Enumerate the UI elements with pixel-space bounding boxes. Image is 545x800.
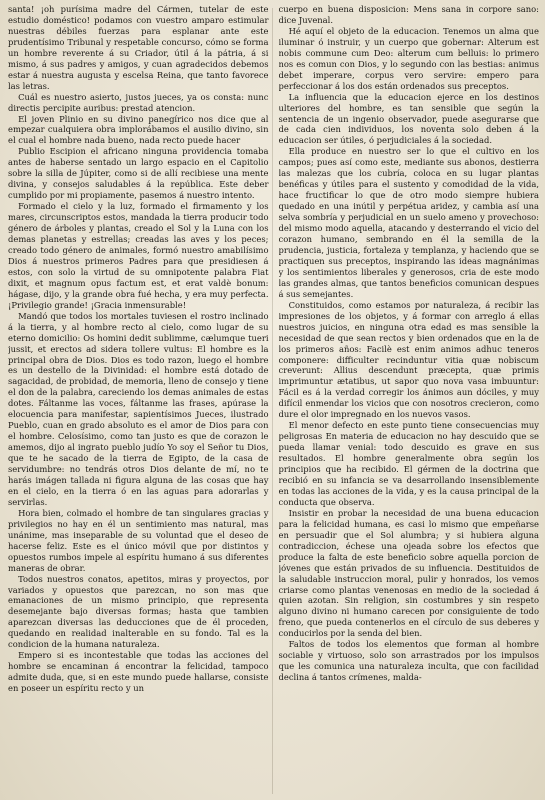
paragraph: El joven Plinio en su divino panegírico nos dice que al empezar cualquiera obra implorábamos el ausilio divino, sin el cual el hombre nada bueno, nada recto puede hacer	[8, 113, 269, 146]
paragraph: Hora bien, colmado el hombre de tan singulares gracias y privilegios no hay en él un sentimiento mas natural, mas unánime, mas inseparable de su voluntad que el deseo de hacerse feliz. Este es el único móvil que por distintos y opuestos rumbos impele al espíritu humano á sus diferentes maneras de obrar.	[8, 507, 269, 573]
paragraph: El menor defecto en este punto tiene consecuencias muy peligrosas En materia de educacion no hay descuido que se pueda llamar venial: todo descuido es grave en sus resultados. El hombre generalmente obra según los principios que ha recibido. El gérmen de la doctrina que recibió en su infancia se va desarrollando insensiblemente en todas las acciones de la vida, y es la causa principal de la conducta que observa.	[278, 420, 539, 507]
paragraph: Insistir en probar la necesidad de una buena educacion para la felicidad humana, es casi lo mismo que empeñarse en persuadir que el Sol alumbra; y si hubiera alguna contradiccion, échese una ojeada sobre los efectos que produce la falta de este beneficio sobre aquella porcion de jóvenes que están privados de su influencia. Destituidos de la saludable instruccion moral, pulir y honrados, los vemos criarse como plantas venenosas en medio de la sociedad á quien azotan. Sin religion, sin costumbres y sin respeto alguno divino ni humano carecen por consiguiente de todo freno, que pueda contenerlos en el círculo de sus deberes y conducirlos por la senda del bien.	[278, 507, 539, 639]
paragraph: Mandó que todos los mortales tuviesen el rostro inclinado á la tierra, y al hombre recto al cielo, como lugar de su eterno domicilio: Os homini dedit sublimme, cælumque tueri jussit, et erectos ad sidera tollere vultus: El hombre es la principal obra de Dios. Dios es todo razon, luego el hombre es un destello de la Divinidad: el hombre está dotado de sagacidad, de probidad, de memoria, lleno de consejo y tiene el don de la palabra, careciendo los demas animales de estas dotes. Fáltanme las voces, fáltanme las frases, apúrase la elocuencia para manifestar, sapientísimos Jueces, ilustrado Pueblo, cuan en grado absoluto es el amor de Dios para con el hombre. Celosísimo, como tan justo es que de corazon le amemos, dijo al ingrato pueblo judío Yo soy el Señor tu Dios, que te he sacado de la tierra de Egipto, de la casa de servidumbre: no tendrás otros Dios delante de mí, no te harás imágen tallada ni figura alguna de las cosas que hay en el cielo, en la tierra ó en las aguas para adorarlas y servirlas.	[8, 310, 269, 507]
paragraph: cuerpo en buena disposicion: Mens sana in corpore sano: dice Juvenal.	[278, 4, 539, 25]
paragraph: Empero si es incontestable que todas las acciones del hombre se encaminan á encontrar la felicidad, tampoco admite duda, que, si en este mundo puede hallarse, consiste en poseer un espíritu recto y un	[8, 650, 269, 694]
paragraph: Ella produce en nuestro ser lo que el cultivo en los campos; pues así como este, mediante sus abonos, destierra las malezas que los cubría, coloca en su lugar plantas benéficas y útiles para el sustento y comodidad de la vida, hace fructificar lo que de otro modo siempre hubiera quedado en una inútil y perpétua aridez, y cambia así una selva sombría y perjudicial en un suelo ameno y provechoso: del mismo modo aquella, atacando y desterrando el vicio del corazon humano, sembrando en él la semilla de la prudencia, justicia, fortaleza y templanza, y haciendo que se practiquen sus preceptos, inspirando las ideas magnánimas y los sentimientos liberales y generosos, cria de este modo las grandes almas, que tantos beneficios comunican despues á sus semejantes.	[278, 146, 539, 299]
paragraph: La influencia que la educacion ejerce en los destinos ulteriores del hombre, es tan sensible que según la sentencia de un ingenio observador, puede asegurarse que de cada cien individuos, los noventa solo deben á la educacion ser útiles, ó perjudiciales á la sociedad.	[278, 91, 539, 146]
paragraph: Todos nuestros conatos, apetitos, miras y proyectos, por variados y opuestos que parezcan, no son mas que emanaciones de un mismo principio, que representa desemejante bajo diversas formas; hasta que tambien aparezcan diversas las deducciones que de él proceden, quedando en realidad inalterable en su fondo. Tal es la condicion de la humana naturaleza.	[8, 573, 269, 650]
paragraph: Publio Escipion el africano ninguna providencia tomaba antes de haberse sentado un largo espacio en el Capitolio sobre la silla de Júpiter, como si de allí recibiese una mente divina, y consejos saludables á la república. Este deber cumplido por mi propiamente, pasemos á nuestro intento.	[8, 146, 269, 201]
paragraph: Cuál es nuestro asierto, justos jueces, ya os consta: nunc directis percipite auribus: prestad atencion.	[8, 91, 269, 113]
paragraph: santa! ¡oh purísima madre del Cármen, tutelar de este estudio doméstico! podamos con vuestro amparo estimular nuestras débiles fuerzas para esplanar ante este prudentísimo Tribunal y respetable concurso, cómo se forma un hombre reverente á su Criador, útil á la pátria, á si mismo, á sus padres y amigos, y cuan agradecidos debemos estar á nuestra augusta y escelsa Reina, que tanto favorece las letras.	[8, 4, 269, 91]
paragraph: Formado el cielo y la luz, formado el firmamento y los mares, circunscriptos estos, mandada la tierra producir todo género de árboles y plantas, creado el Sol y la Luna con los demas planetas y estrellas; creadas las aves y los peces; creado todo género de animales, formó nuestro amabilísimo Dios á nuestros primeros Padres para que presidiesen á estos, con solo la virtud de su omnipotente palabra Fiat dixit, et magnum opus factum est, et erat valdè bonum: hágase, dijo, y la grande obra fué hecha, y era muy perfecta. ¡Privilegio grande! ¡Gracia inmensurable!	[8, 201, 269, 310]
column-divider	[272, 8, 273, 794]
right-text-column	[279, 4, 540, 800]
paragraph: Hé aquí el objeto de la educacion. Tenemos un alma que iluminar ó instruir, y un cuerpo que gobernar: Alterum est nobis commune cum Deo: alterum cum belluis: lo primero nos es comun con Dios, y lo segundo con las bestias: animus debet imperare, corpus vero servire: empero para perfeccionar á los dos están ordenados sus preceptos.	[278, 25, 539, 91]
left-text-column	[8, 4, 269, 800]
paragraph: Faltos de todos los elementos que forman al hombre sociable y virtuoso, solo son arrastrados por los impulsos que les comunica una naturaleza inculta, que con facilidad declina á tantos crímenes, malda-	[278, 639, 539, 683]
paragraph: Constituidos, como estamos por naturaleza, á recibir las impresiones de los objetos, y á formar con arreglo á ellas nuestros juicios, en ninguna otra edad es mas sensible la necesidad de que sean rectos y bien ordenados que en la de los primeros años: Facilè est enim animos adhuc teneros componere: difficulter recinduntur vitia quæ nobiscum creverunt: Allius descendunt præcepta, quæ primis imprimuntur ætatibus, ut sapor quo nova vasa imbuuntur: Fácil es á la verdad corregir los ánimos aun dóciles, y muy difícil enmendar los vicios que con nosotros crecieron, como dure el olor impregnado en los nuevos vasos.	[278, 299, 539, 420]
